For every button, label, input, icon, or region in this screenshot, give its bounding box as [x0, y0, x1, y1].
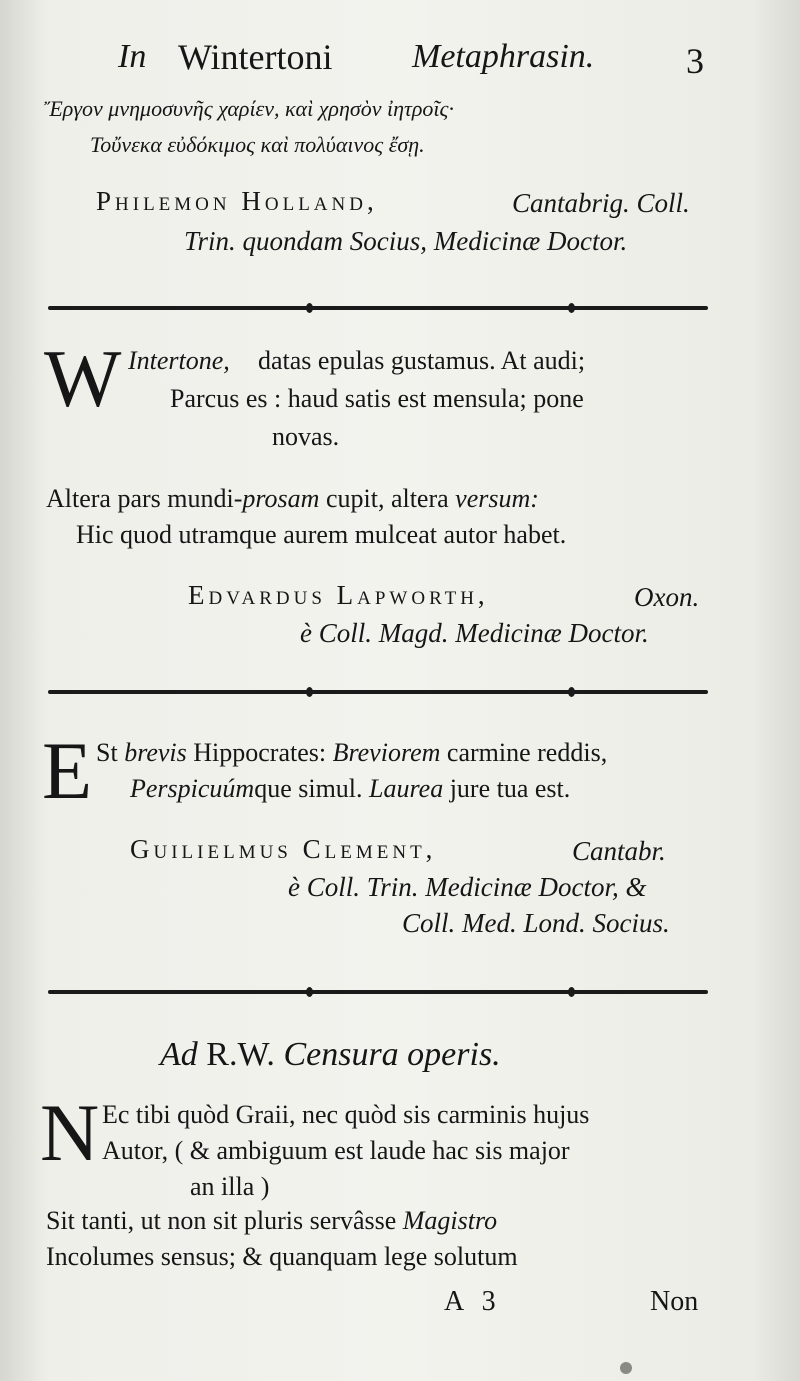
poem4-line1: Ec tibi quòd Graii, nec quòd sis carminis hujus — [102, 1100, 590, 1129]
poem4-line4-b: Magistro — [402, 1206, 498, 1235]
running-head-main: Wintertoni — [178, 37, 333, 77]
clement-place: Cantabr. — [572, 836, 666, 866]
poem3-line1-e: carmine reddis, — [440, 738, 608, 767]
signature-mark: A 3 — [444, 1286, 502, 1317]
heading-ad: Ad — [160, 1036, 198, 1073]
poem2-line1-name: Intertone, — [128, 346, 230, 375]
poem4-line4 — [46, 1206, 497, 1236]
poem2-line4-c: cupit, altera — [319, 484, 456, 513]
greek-line-1: Ἔργον μνημοσυνῆς χαρίεν, καὶ χρησὸν ἰητροῖς· — [44, 96, 454, 121]
poem3-line1-c: Hippocrates: — [186, 738, 333, 767]
poem3-line2-b: que simul. — [254, 774, 370, 803]
poem2-line4-a: Altera pars mundi- — [46, 484, 243, 513]
poem4-line4-a: Sit tanti, ut non sit pluris servâsse — [46, 1206, 403, 1235]
poem3-line1-a: St — [96, 738, 125, 767]
poem4-line5: Incolumes sensus; & quanquam lege solutum — [46, 1242, 518, 1271]
poem2-line3: novas. — [272, 422, 340, 451]
dropcap-n: N — [40, 1087, 100, 1178]
poem4-line3: an illa ) — [190, 1172, 270, 1201]
holland-college: Cantabrig. Coll. — [512, 188, 690, 218]
ornamental-rule-1 — [48, 306, 708, 310]
poem2-line4-b: prosam — [242, 484, 320, 513]
poem3-line2-d: jure tua est. — [443, 774, 571, 803]
author-holland: Philemon Holland, — [96, 186, 378, 216]
dropcap-e: E — [42, 725, 93, 816]
author-clement: Guilielmus Clement, — [130, 834, 437, 864]
poem3-line2-c: Laurea — [369, 774, 444, 803]
poem3-line1-b: brevis — [124, 738, 187, 767]
poem3-line1 — [96, 738, 607, 768]
poem2-line1-rest: datas epulas gustamus. At audi; — [258, 346, 586, 375]
poem3-line2-a: Perspicuúm — [130, 774, 255, 803]
ink-spot — [620, 1362, 632, 1374]
poem2-line2: Parcus es : haud satis est mensula; pone — [170, 384, 584, 413]
dropcap-w: W — [44, 333, 122, 424]
running-head-prefix: In — [118, 38, 147, 75]
poem2-line4 — [46, 484, 539, 514]
clement-society: Coll. Med. Lond. Socius. — [402, 908, 670, 938]
poem2-line4-d: versum: — [455, 484, 539, 513]
heading-censura: Censura operis. — [283, 1036, 501, 1073]
lapworth-college: è Coll. Magd. Medicinæ Doctor. — [300, 618, 649, 648]
poem3-line1-d: Breviorem — [332, 738, 441, 767]
poem4-line2: Autor, ( & ambiguum est laude hac sis major — [102, 1136, 570, 1165]
section-heading — [160, 1036, 501, 1074]
lapworth-place: Oxon. — [634, 582, 700, 612]
heading-rw: R.W. — [197, 1036, 284, 1073]
page-number: 3 — [686, 41, 704, 81]
greek-line-2: Τοὔνεκα εὐδόκιμος καὶ πολύαινος ἔσῃ. — [90, 132, 425, 157]
catchword: Non — [650, 1286, 699, 1317]
poem3-line2 — [130, 774, 570, 804]
ornamental-rule-3 — [48, 990, 708, 994]
running-head-suffix: Metaphrasin. — [412, 38, 595, 75]
ornamental-rule-2 — [48, 690, 708, 694]
holland-degree: Trin. quondam Socius, Medicinæ Doctor. — [184, 226, 628, 256]
author-lapworth: Edvardus Lapworth, — [188, 580, 489, 610]
clement-college: è Coll. Trin. Medicinæ Doctor, & — [288, 872, 647, 902]
poem2-line5: Hic quod utramque aurem mulceat autor habet. — [76, 520, 567, 549]
